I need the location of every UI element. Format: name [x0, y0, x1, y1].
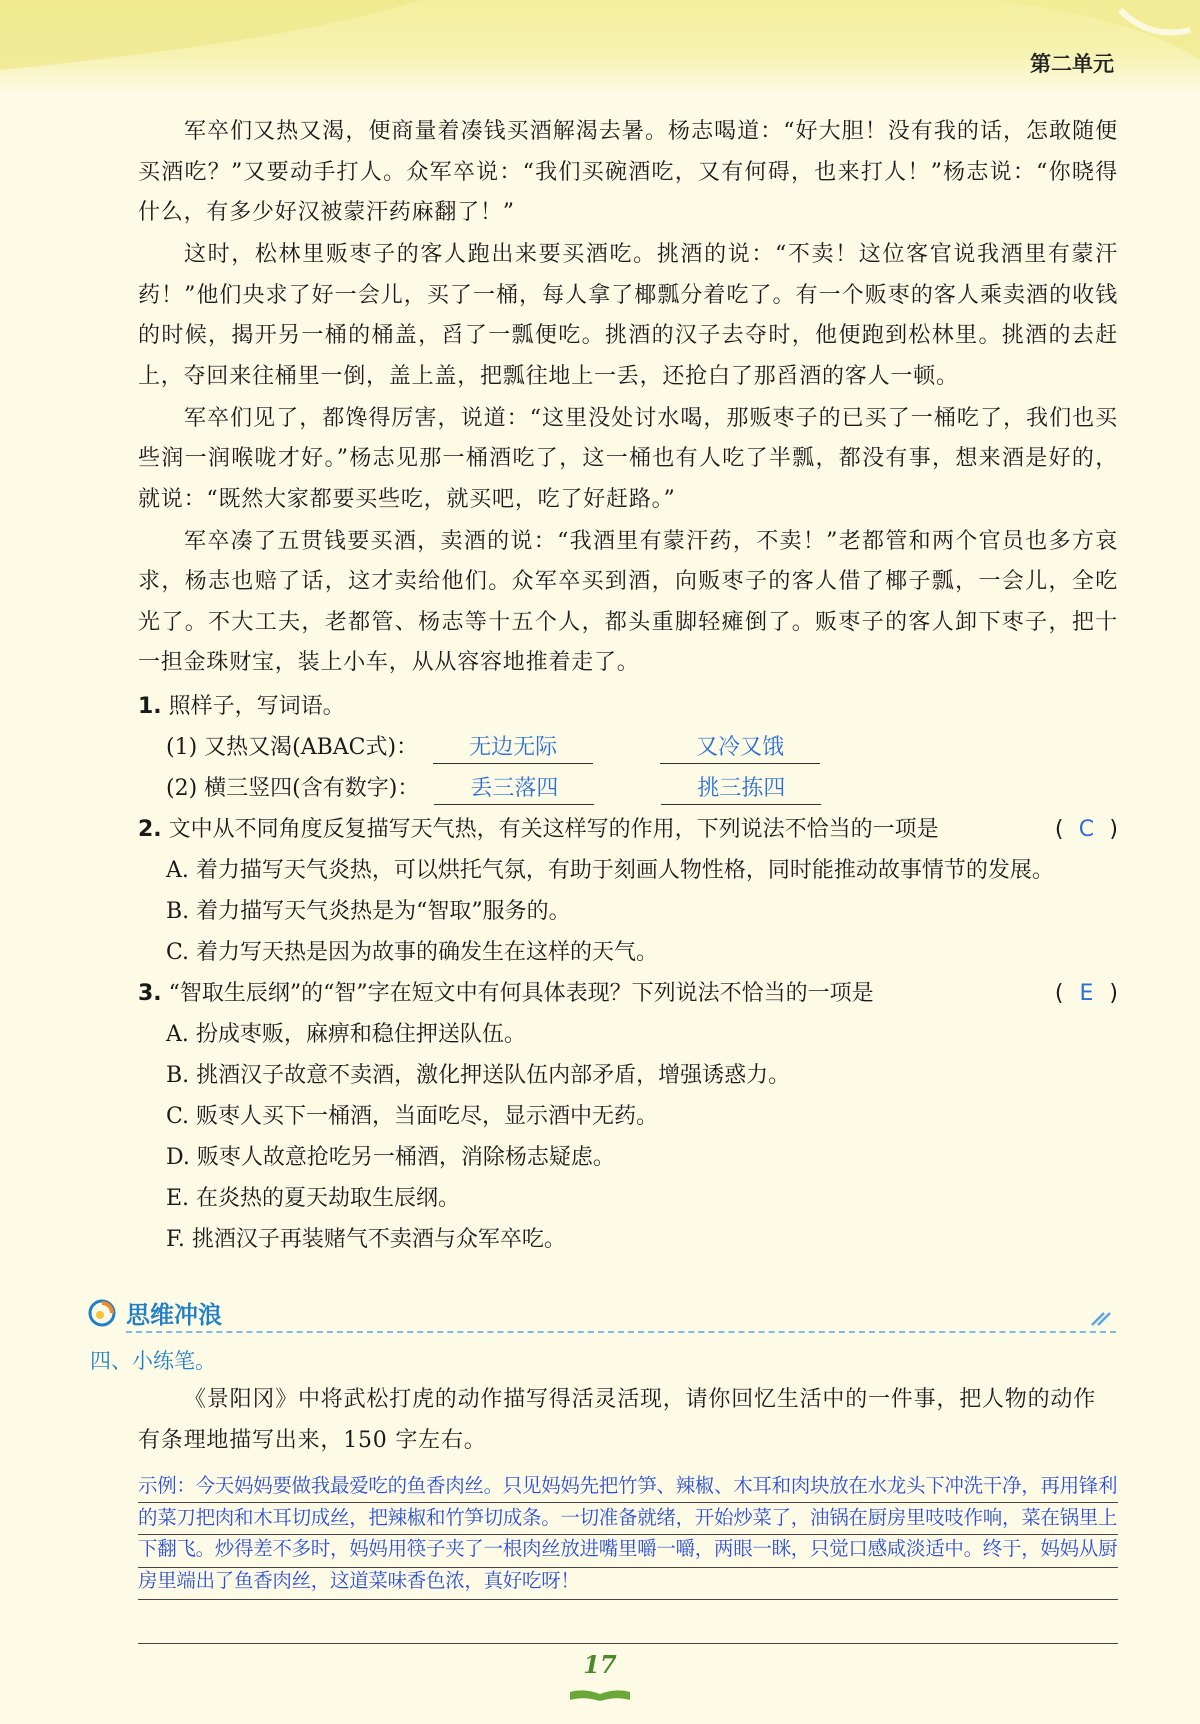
- header-banner: [0, 0, 1200, 95]
- option: C. 着力写天热是因为故事的确发生在这样的天气。: [166, 939, 659, 965]
- double-arrow-icon: [1090, 1303, 1116, 1327]
- sub-question-label: (2) 横三竖四(含有数字)：: [166, 775, 420, 801]
- footer-divider: [138, 1643, 1118, 1644]
- option: A. 扮成枣贩，麻痹和稳住押送队伍。: [166, 1021, 526, 1047]
- answer-choice[interactable]: C: [1078, 816, 1095, 842]
- bracket-open: (: [1054, 816, 1064, 842]
- question-1-stem: [138, 686, 1118, 727]
- question-1-sub-1: [138, 727, 1118, 768]
- section-header: [86, 1295, 1116, 1331]
- passage-paragraph: 军卒凑了五贯钱要买酒，卖酒的说：“我酒里有蒙汗药，不卖！”老都管和两个官员也多方哀求，杨志也赔了话，这才卖给他们。众军卒买到酒，向贩枣子的客人借了椰子瓢，一会儿，全吃光了。不大工夫，老都管、杨志等十五个人，都头重脚轻瘫倒了。贩枣子的客人卸下枣子，把十一担金珠财宝，装上小车，从从容容地推着走了。: [138, 528, 1118, 675]
- option: F. 挑酒汉子再装赌气不卖酒与众军卒吃。: [166, 1226, 566, 1252]
- passage-paragraph: 这时，松林里贩枣子的客人跑出来要买酒吃。挑酒的说：“不卖！这位客官说我酒里有蒙汗药！”他们央求了好一会儿，买了一桶，每人拿了椰瓢分着吃了。有一个贩枣的客人乘卖酒的收钱的时候，揭开另一桶的桶盖，舀了一瓢便吃。挑酒的汉子去夺时，他便跑到松林里。挑酒的去赶上，夺回来往桶里一倒，盖上盖，把瓢往地上一丢，还抢白了那舀酒的客人一顿。: [138, 242, 1118, 389]
- task-prompt: 《景阳冈》中将武松打虎的动作描写得活灵活现，请你回忆生活中的一件事，把人物的动作有条理地描写出来，150 字左右。: [138, 1387, 1097, 1453]
- question-1: [138, 686, 1118, 809]
- answer-choice[interactable]: E: [1079, 980, 1094, 1006]
- answer-blank[interactable]: 无边无际: [433, 733, 593, 764]
- question-2: [138, 809, 1118, 973]
- unit-label: 第二单元: [1030, 52, 1114, 76]
- question-3: [138, 973, 1118, 1260]
- bracket-close: ): [1109, 980, 1118, 1006]
- question-number: 1.: [138, 693, 162, 719]
- bracket-close: ): [1109, 816, 1118, 842]
- page-number: 17: [583, 1650, 617, 1679]
- question-3-stem: [138, 973, 1118, 1014]
- bracket-open: (: [1054, 980, 1064, 1006]
- section-title: 思维冲浪: [126, 1301, 222, 1329]
- answer-blank[interactable]: 挑三拣四: [661, 774, 821, 805]
- decorative-swoosh-icon: [0, 0, 1200, 95]
- passage-and-questions: [138, 112, 1118, 1260]
- passage-paragraph: 军卒们见了，都馋得厉害，说道：“这里没处讨水喝，那贩枣子的已买了一桶吃了，我们也买些润一润喉咙才好。”杨志见那一桶酒吃了，这一桶也有人吃了半瓢，都没有事，想来酒是好的，就说：“既然大家都要买些吃，就买吧，吃了好赶路。”: [138, 405, 1118, 512]
- option: B. 着力描写天气炎热是为“智取”服务的。: [166, 898, 571, 924]
- swirl-icon: [86, 1297, 118, 1329]
- open-book-icon: [568, 1688, 632, 1702]
- task-label: 四、小练笔。: [90, 1349, 216, 1373]
- section-divider: [126, 1331, 1116, 1333]
- question-text: 照样子，写词语。: [168, 693, 345, 719]
- question-number: 3.: [138, 980, 162, 1006]
- option: B. 挑酒汉子故意不卖酒，激化押送队伍内部矛盾，增强诱惑力。: [166, 1062, 791, 1088]
- option: E. 在炎热的夏天劫取生辰纲。: [166, 1185, 461, 1211]
- option: A. 着力描写天气炎热，可以烘托气氛，有助于刻画人物性格，同时能推动故事情节的发展。: [166, 857, 1054, 883]
- passage-paragraph: 军卒们又热又渴，便商量着凑钱买酒解渴去暑。杨志喝道：“好大胆！没有我的话，怎敢随便买酒吃？”又要动手打人。众军卒说：“我们买碗酒吃，又有何碍，也来打人！”杨志说：“你晓得什么，有多少好汉被蒙汗药麻翻了！”: [138, 119, 1118, 225]
- writing-answer-area[interactable]: [138, 1470, 1118, 1600]
- sub-question-label: (1) 又热又渴(ABAC式)：: [166, 734, 419, 760]
- answer-bracket: [1055, 809, 1118, 850]
- question-2-stem: [138, 809, 1118, 850]
- question-text: 文中从不同角度反复描写天气热，有关这样写的作用，下列说法不恰当的一项是: [168, 816, 939, 842]
- answer-blank[interactable]: 又冷又饿: [660, 733, 820, 764]
- option: C. 贩枣人买下一桶酒，当面吃尽，显示酒中无药。: [166, 1103, 659, 1129]
- question-text: “智取生辰纲”的“智”字在短文中有何具体表现？下列说法不恰当的一项是: [168, 980, 874, 1006]
- answer-bracket: [1055, 973, 1118, 1014]
- sample-answer: 示例：今天妈妈要做我最爱吃的鱼香肉丝。只见妈妈先把竹笋、辣椒、木耳和肉块放在水龙头下冲洗干净，再用锋利的菜刀把肉和木耳切成丝，把辣椒和竹笋切成条。一切准备就绪，开始炒菜了，油锅在厨房里吱吱作响，菜在锅里上下翻飞。炒得差不多时，妈妈用筷子夹了一根肉丝放进嘴里嚼一嚼，两眼一眯，只觉口感咸淡适中。终于，妈妈从厨房里端出了鱼香肉丝，这道菜味香色浓，真好吃呀！: [138, 1474, 1118, 1592]
- answer-blank[interactable]: 丢三落四: [434, 774, 594, 805]
- question-1-sub-2: [138, 768, 1118, 809]
- question-number: 2.: [138, 816, 162, 842]
- option: D. 贩枣人故意抢吃另一桶酒，消除杨志疑虑。: [166, 1144, 615, 1170]
